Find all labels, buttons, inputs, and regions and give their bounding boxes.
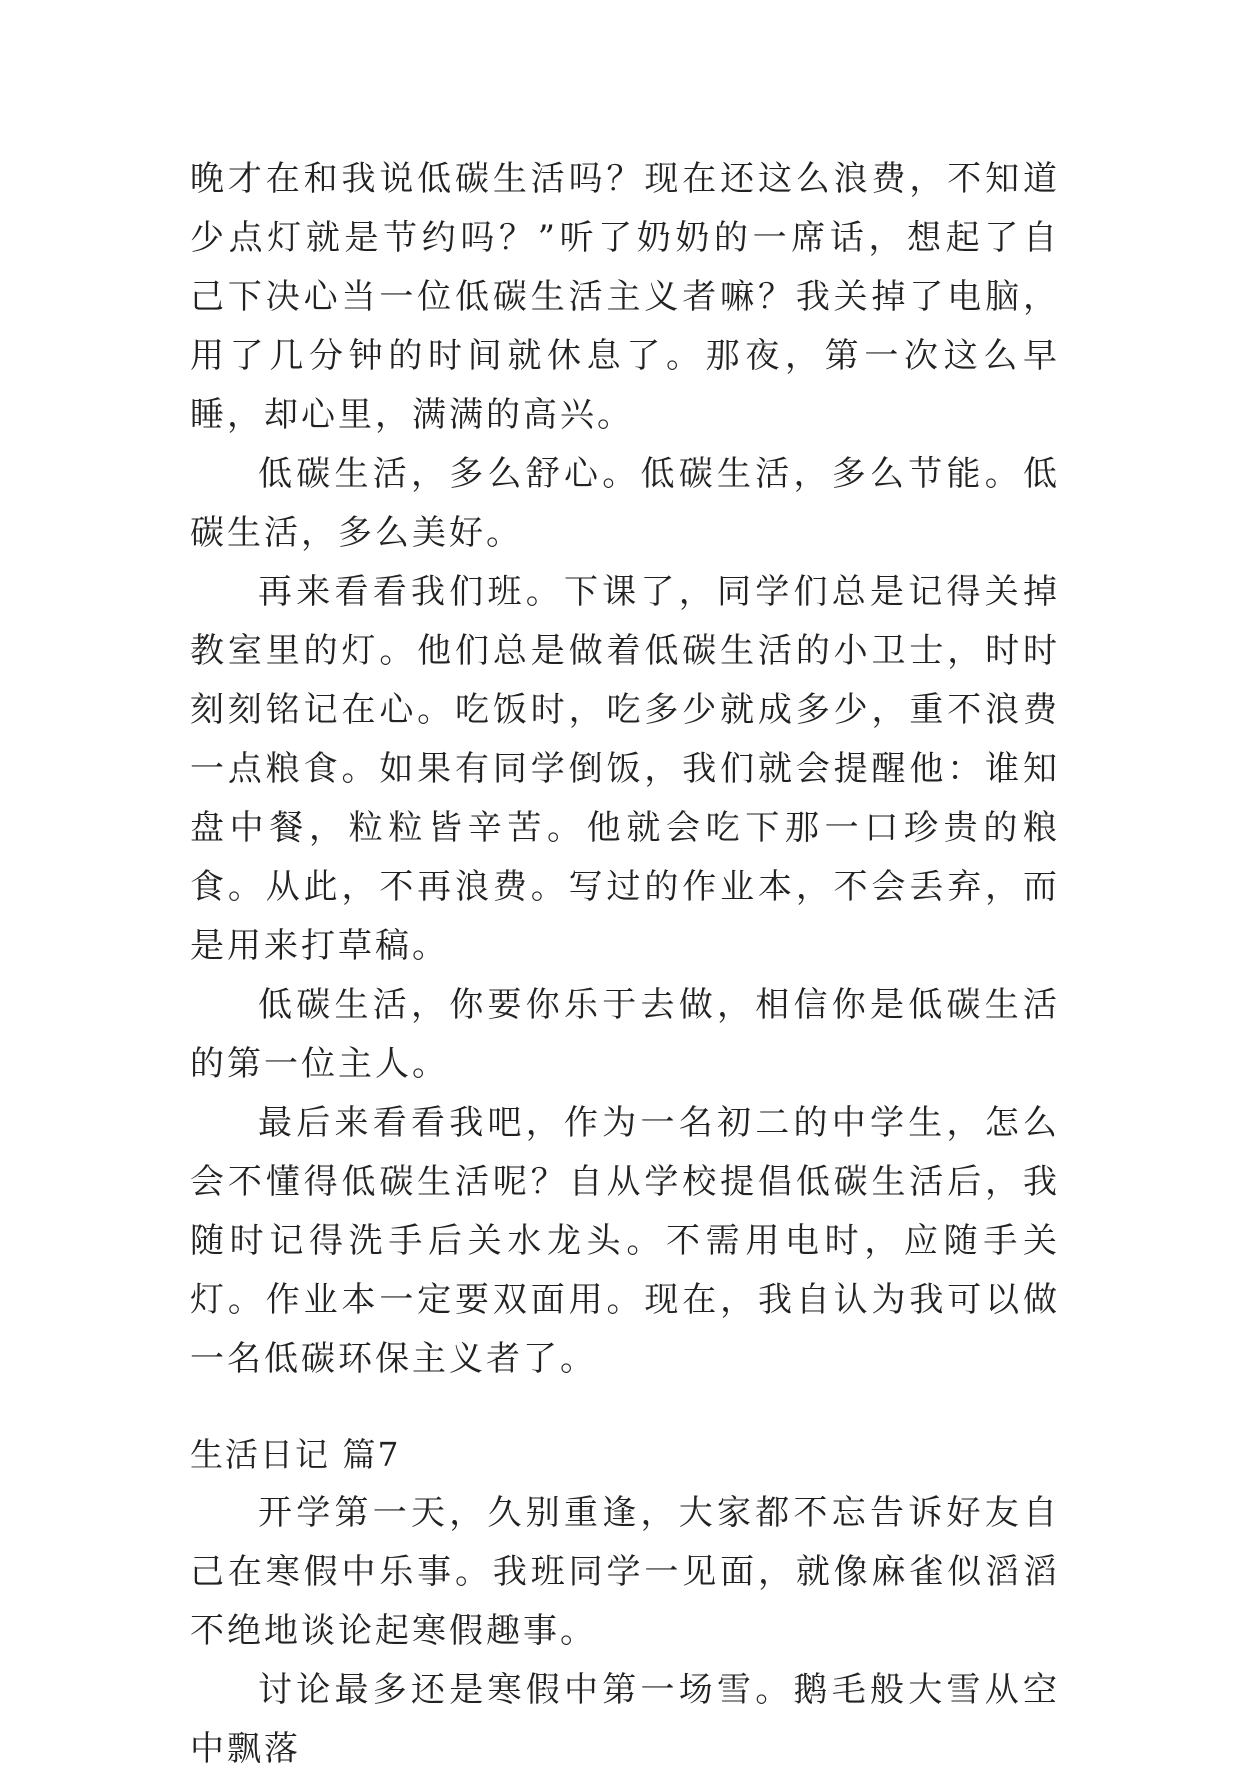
paragraph: 最后来看看我吧，作为一名初二的中学生，怎么会不懂得低碳生活呢？自从学校提倡低碳生活后，我随时记得洗手后关水龙头。不需用电时，应随手关灯。作业本一定要双面用。现在，我自认为我可以做一名低碳环保主义者了。 (190, 1103, 1060, 1379)
paragraph: 开学第一天，久别重逢，大家都不忘告诉好友自己在寒假中乐事。我班同学一见面，就像麻雀似滔滔不绝地谈论起寒假趣事。 (190, 1493, 1060, 1651)
section-title: 生活日记 篇7 (190, 1435, 401, 1474)
paragraph: 低碳生活，你要你乐于去做，相信你是低碳生活的第一位主人。 (190, 985, 1060, 1084)
paragraph: 晚才在和我说低碳生活吗？现在还这么浪费，不知道少点灯就是节约吗？”听了奶奶的一席话，想起了自己下决心当一位低碳生活主义者嘛？我关掉了电脑，用了几分钟的时间就休息了。那夜，第一次这么早睡，却心里，满满的高兴。 (190, 159, 1060, 435)
paragraph: 讨论最多还是寒假中第一场雪。鹅毛般大雪从空中飘落 (190, 1670, 1060, 1769)
paragraph: 再来看看我们班。下课了，同学们总是记得关掉教室里的灯。他们总是做着低碳生活的小卫士，时时刻刻铭记在心。吃饭时，吃多少就成多少，重不浪费一点粮食。如果有同学倒饭，我们就会提醒他：谁知盘中餐，粒粒皆辛苦。他就会吃下那一口珍贵的粮食。从此，不再浪费。写过的作业本，不会丢弃，而是用来打草稿。 (190, 572, 1060, 966)
paragraph: 低碳生活，多么舒心。低碳生活，多么节能。低碳生活，多么美好。 (190, 454, 1060, 553)
document-body (190, 150, 1060, 1779)
